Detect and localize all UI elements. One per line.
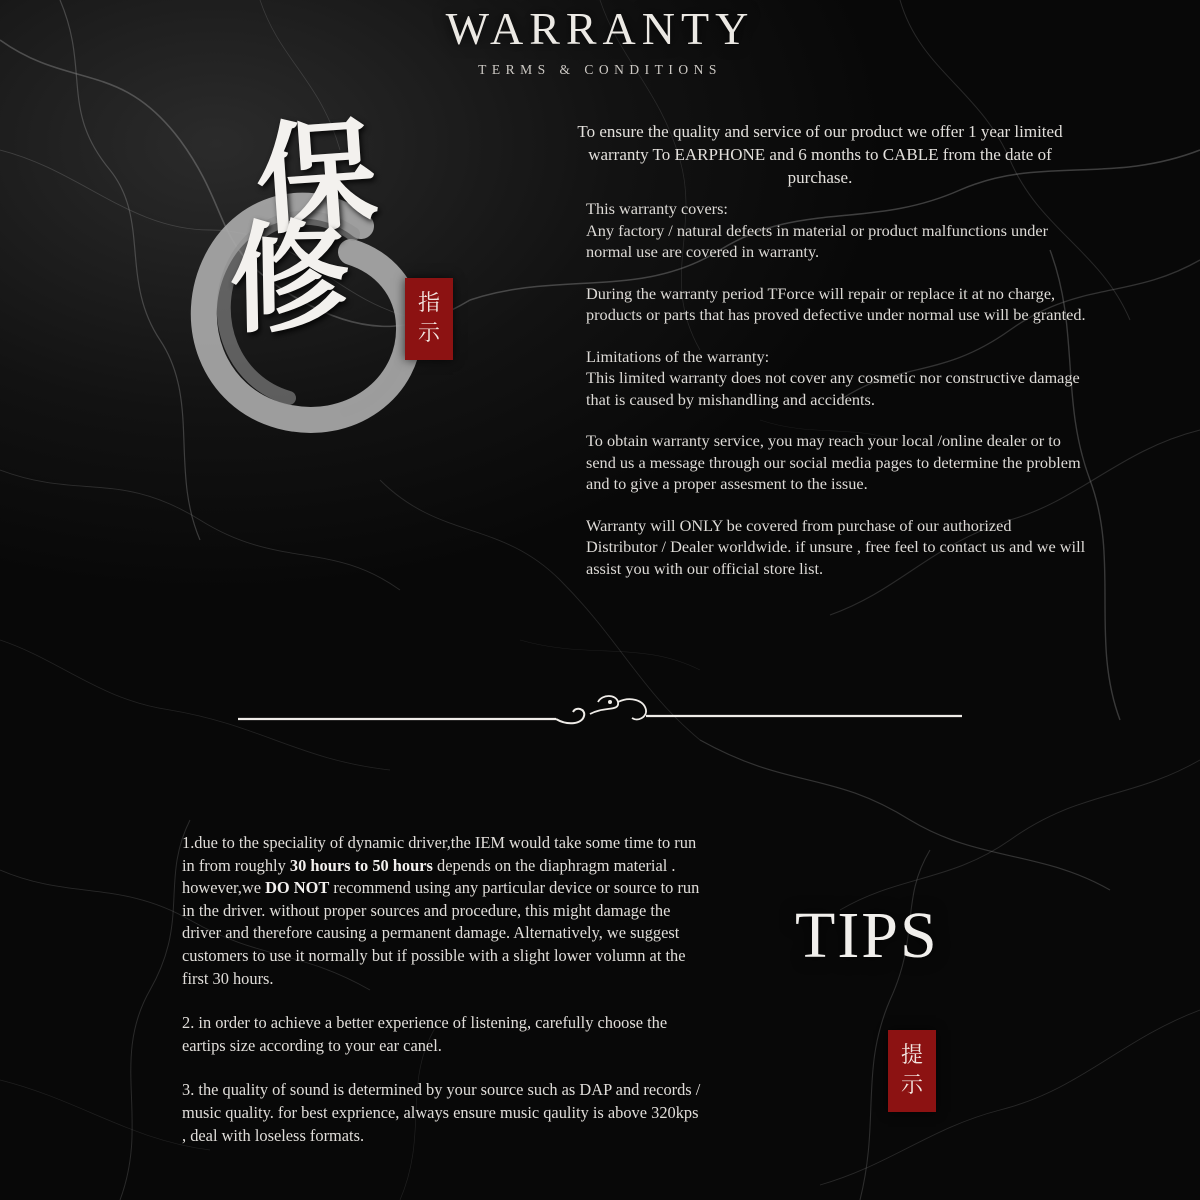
tip-text: 3. the quality of sound is determined by your source such as DAP and records / music quality. for best exprience, always ensure music qaulity is above 320kps , deal with loseless formats.	[182, 1080, 701, 1145]
warranty-subtitle: TERMS & CONDITIONS	[478, 62, 722, 77]
brush-character-2: 修	[228, 212, 351, 348]
tips-stamp-char-1: 提	[900, 1042, 923, 1067]
warranty-stamp-char-1: 指	[417, 290, 440, 315]
warranty-title: WARRANTY	[445, 3, 755, 54]
tip-text: recommend using any particular device or source to run in the driver. without proper sources and procedure, this might damage the driver and therefore causing a permanent damage. Alternatively, we suggest customers to use it normally but if possible with a slight lower volumn at the first 30 hours.	[182, 878, 700, 988]
brush-characters	[228, 108, 388, 348]
brush-character-1: 保	[251, 108, 381, 250]
warranty-body	[586, 198, 1086, 579]
warranty-paragraph: Warranty will ONLY be covered from purchase of our authorized Distributor / Dealer worldwide. if unsure , free feel to contact us and we will assist you with our official store list.	[586, 515, 1086, 578]
enso-brush-artwork	[165, 108, 485, 450]
warranty-paragraph: To obtain warranty service, you may reach your local /online dealer or to send us a message through our social media pages to determine the problem and to give a proper assesment to the issue.	[586, 431, 1081, 493]
tips-stamp	[888, 1030, 936, 1112]
warranty-paragraph: During the warranty period TForce will repair or replace it at no charge, products or parts that has proved defective under normal use will be granted.	[586, 283, 1086, 324]
tip-text: 1.due to the speciality of dynamic driver,the IEM would take some time to run in from roughly	[182, 833, 697, 875]
tips-title: TIPS	[795, 899, 939, 972]
tip-text: 2. in order to achieve a better experience of listening, carefully choose the eartips size according to your ear canel.	[182, 1013, 668, 1055]
tip-item	[182, 1012, 702, 1057]
tip-emphasis: DO NOT	[265, 878, 330, 898]
tip-text: depends on the diaphragm material . however,we	[182, 855, 676, 898]
ornamental-divider-icon	[238, 690, 962, 736]
warranty-stamp	[405, 278, 453, 360]
warranty-intro-text: To ensure the quality and service of our product we offer 1 year limited warranty To EARPHONE and 6 months to CABLE from the date of purchase.	[577, 122, 1063, 187]
section-divider	[238, 690, 962, 736]
tips-stamp-char-2: 示	[900, 1072, 923, 1097]
warranty-stamp-char-2: 示	[417, 320, 440, 345]
warranty-paragraph: This warranty covers: Any factory / natural defects in material or product malfunctions under normal use are covered in warranty.	[586, 199, 1049, 261]
warranty-paragraph: Limitations of the warranty: This limited warranty does not cover any cosmetic nor constructive damage that is caused by mishandling and accidents.	[586, 346, 1080, 409]
tip-item	[182, 832, 702, 990]
tip-emphasis: 30 hours to 50 hours	[289, 855, 433, 875]
tip-item	[182, 1079, 702, 1147]
tips-body	[182, 832, 702, 1147]
